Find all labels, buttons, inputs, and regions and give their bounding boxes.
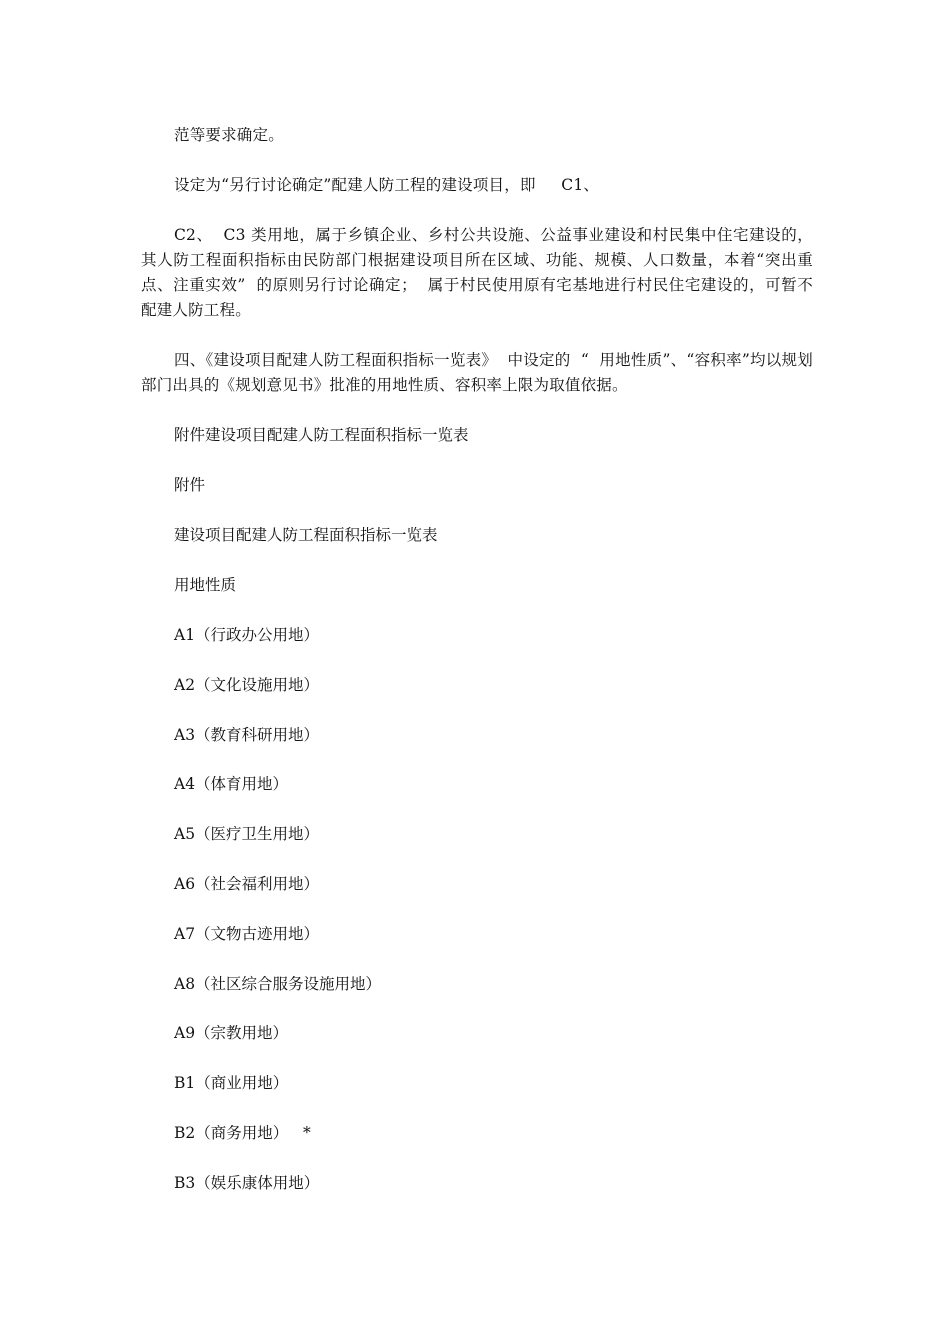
paragraph-item-four: 四、《建设项目配建人防工程面积指标一览表》 中设定的 “ 用地性质”、“容积率”均以规划部门出具的《规划意见书》批准的用地性质、容积率上限为取值依据。 — [141, 351, 813, 394]
land-use-item: A2（文化设施用地） — [174, 676, 320, 694]
land-use-item: A1（行政办公用地） — [174, 626, 320, 644]
land-use-item: A9（宗教用地） — [174, 1024, 289, 1042]
land-use-item: A6（社会福利用地） — [174, 875, 320, 893]
land-use-item: A8（社区综合服务设施用地） — [174, 975, 382, 993]
table-title: 建设项目配建人防工程面积指标一览表 — [174, 526, 438, 544]
land-use-item: A3（教育科研用地） — [174, 726, 320, 744]
land-use-item: B2（商务用地） * — [174, 1124, 311, 1142]
paragraph-c-class-land: C2、 C3 类用地，属于乡镇企业、乡村公共设施、公益事业建设和村民集中住宅建设的， 其人防工程面积指标由民防部门根据建设项目所在区域、功能、规模、人口数量，本着“突出重点、注重实效” 的原则另行讨论确定； 属于村民使用原有宅基地进行村民住宅建设的，可暂不配建人防工程。 — [141, 226, 824, 319]
land-use-header: 用地性质 — [174, 576, 237, 594]
land-use-item: A4（体育用地） — [174, 775, 289, 793]
land-use-item: A5（医疗卫生用地） — [174, 825, 320, 843]
land-use-item: A7（文物古迹用地） — [174, 925, 320, 943]
land-use-item: B1（商业用地） — [174, 1074, 289, 1092]
paragraph-another-discussion: 设定为“另行讨论确定”配建人防工程的建设项目，即 C1、 — [174, 176, 600, 194]
land-use-item: B3（娱乐康体用地） — [174, 1174, 320, 1192]
attachment-label: 附件 — [174, 476, 206, 494]
attachment-title-line: 附件建设项目配建人防工程面积指标一览表 — [174, 426, 469, 444]
paragraph-continuation: 范等要求确定。 — [174, 126, 284, 144]
